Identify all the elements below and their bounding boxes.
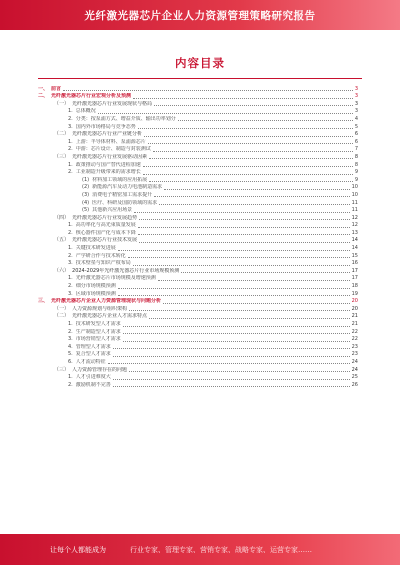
toc-dot-leader <box>113 356 350 357</box>
toc-entry-page: 18 <box>351 283 358 290</box>
toc-entry[interactable] <box>38 93 358 101</box>
toc-entry[interactable] <box>38 260 358 268</box>
toc-entry-title: 医疗、科研及国防领域的需求 <box>92 199 158 206</box>
toc-entry-title: 光纤激光器芯片行业技术发展 <box>72 237 138 244</box>
toc-entry-page: 24 <box>351 366 358 373</box>
toc-entry-number: 2. <box>68 252 73 259</box>
toc-entry-page: 17 <box>351 275 358 282</box>
toc-entry[interactable] <box>38 184 358 192</box>
toc-entry[interactable] <box>38 146 358 154</box>
toc-entry[interactable] <box>38 222 358 230</box>
toc-dot-leader <box>129 310 350 311</box>
toc-entry-page: 5 <box>354 123 358 130</box>
toc-entry[interactable] <box>38 176 358 184</box>
toc-dot-leader <box>138 128 353 129</box>
toc-dot-leader <box>123 326 350 327</box>
toc-entry-number: （一） <box>54 100 70 107</box>
toc-entry-title: 人才引进难度大 <box>75 374 111 381</box>
toc-entry[interactable] <box>38 343 358 351</box>
toc-entry[interactable] <box>38 207 358 215</box>
toc-entry-number: (4) <box>82 199 90 206</box>
toc-entry[interactable] <box>38 244 358 252</box>
toc-entry[interactable] <box>38 374 358 382</box>
toc-dot-leader <box>138 234 350 235</box>
toc-entry-page: 21 <box>351 313 358 320</box>
toc-dot-leader <box>128 257 350 258</box>
toc-dot-leader <box>123 333 350 334</box>
toc-heading: 内容目录 <box>175 56 225 70</box>
toc-entry-page: 3 <box>354 100 358 107</box>
toc-divider <box>38 78 362 79</box>
toc-entry-page: 8 <box>354 153 358 160</box>
toc-entry-number: 3. <box>68 336 73 343</box>
toc-entry-page: 16 <box>351 260 358 267</box>
toc-entry-title: 人力资源管理存在的问题 <box>72 366 128 373</box>
toc-dot-leader <box>153 151 353 152</box>
toc-dot-leader <box>118 250 350 251</box>
toc-entry-number: 3. <box>68 123 73 130</box>
toc-entry[interactable] <box>38 100 358 108</box>
toc-dot-leader <box>143 174 353 175</box>
toc-dot-leader <box>158 280 350 281</box>
toc-entry-number: （三） <box>54 366 70 373</box>
toc-entry-title: 管理型人才需求 <box>75 343 111 350</box>
toc-entry-number: (2) <box>82 184 90 191</box>
report-title: 光纤激光器芯片企业人力资源管理策略研究报告 <box>84 9 316 22</box>
toc-entry-page: 9 <box>354 169 358 176</box>
toc-entry[interactable] <box>38 131 358 139</box>
toc-entry-title: 其他新兴应用场景 <box>92 207 133 214</box>
toc-entry[interactable] <box>38 252 358 260</box>
toc-entry[interactable] <box>38 336 358 344</box>
toc-entry-number: 2. <box>68 283 73 290</box>
toc-entry-page: 10 <box>351 191 358 198</box>
toc-entry-page: 17 <box>351 267 358 274</box>
toc-entry-title: 关键技术研发进展 <box>75 245 116 252</box>
toc-entry[interactable] <box>38 169 358 177</box>
toc-entry-number: 6. <box>68 358 73 365</box>
toc-entry-title: 生产制造型人才需求 <box>75 328 121 335</box>
toc-dot-leader <box>154 105 353 106</box>
toc-dot-leader <box>159 204 350 205</box>
toc-entry-number: 2. <box>68 169 73 176</box>
toc-entry-title: 材料加工领域的应用拓展 <box>92 176 148 183</box>
toc-entry-page: 21 <box>351 321 358 327</box>
toc-entry-title: 上游：半导体材料、泵浦源芯片 <box>75 138 146 145</box>
toc-dot-leader <box>113 386 350 387</box>
toc-dot-leader <box>139 242 350 243</box>
toc-entry-number: (5) <box>82 207 90 214</box>
toc-entry-title: 技术研发型人才需求 <box>75 321 121 327</box>
toc-entry-title: 光纤激光器芯片行业发展现状与格局 <box>72 100 153 107</box>
toc-entry-title: 光纤激光器芯片行业宏观分析及预测 <box>51 93 132 100</box>
toc-entry-number: 2. <box>68 115 73 122</box>
toc-dot-leader <box>134 212 350 213</box>
toc-entry[interactable] <box>38 161 358 169</box>
toc-entry-page: 19 <box>351 290 358 297</box>
toc-entry-number: (1) <box>82 176 90 183</box>
toc-entry[interactable] <box>38 191 358 199</box>
toc-dot-leader <box>149 181 353 182</box>
toc-entry-title: 光纤激光器芯片企业人力资源管理现状与问题分析 <box>51 298 162 305</box>
toc-entry-page: 6 <box>354 138 358 145</box>
toc-entry-title: 细分市场规模预测 <box>75 283 116 290</box>
toc-entry-title: 中游：芯片设计、制造与封装测试 <box>75 146 151 153</box>
toc-entry-title: 区域市场规模预测 <box>75 290 116 297</box>
toc-entry[interactable] <box>38 320 358 328</box>
toc-entry-number: 1. <box>68 275 73 282</box>
toc-entry-number: 三、 <box>38 298 49 305</box>
toc-entry-number: 3. <box>68 290 73 297</box>
toc-dot-leader <box>113 379 350 380</box>
toc-entry-title: 光纤激光器芯片行业产业链分析 <box>72 131 143 138</box>
toc-entry-page: 12 <box>351 214 358 221</box>
toc-entry-number: 1. <box>68 222 73 229</box>
toc-entry-page: 4 <box>354 115 358 122</box>
toc-entry[interactable] <box>38 358 358 366</box>
toc-entry-page: 20 <box>351 298 358 305</box>
toc-entry-number: 2. <box>68 381 73 388</box>
toc-entry-title: 光纤激光器芯片企业人才需求特点 <box>72 313 148 320</box>
toc-dot-leader <box>149 158 353 159</box>
toc-entry-title: 新能源汽车及动力电池制造需求 <box>92 184 163 191</box>
toc-entry-title: 激励机制不完善 <box>75 381 111 388</box>
toc-dot-leader <box>143 166 353 167</box>
toc-entry-number: 3. <box>68 260 73 267</box>
toc-entry-number: 二、 <box>38 93 49 100</box>
toc-entry-title: 核心器件国产化与成本下降 <box>75 229 136 236</box>
toc-entry-page: 9 <box>354 176 358 183</box>
toc-entry-page: 24 <box>351 358 358 365</box>
toc-entry-number: （二） <box>54 131 70 138</box>
toc-entry-title: 技术壁垒与知识产权布局 <box>75 260 131 267</box>
toc-entry-title: 人力资源规划与组织架构 <box>72 305 128 312</box>
toc-dot-leader <box>118 288 350 289</box>
toc-entry[interactable] <box>38 108 358 116</box>
toc-dot-leader <box>113 348 350 349</box>
footer-slogan: 让每个人都能成为 <box>50 545 106 554</box>
toc-entry-title: 光纤激光器芯片行业发展驱动因素 <box>72 153 148 160</box>
toc-entry[interactable] <box>38 290 358 298</box>
toc-entry-title: 光纤激光器芯片行业发展趋势 <box>72 214 138 221</box>
toc-entry[interactable] <box>38 199 358 207</box>
toc-entry-number: 1. <box>68 245 73 252</box>
toc-entry-page: 8 <box>354 161 358 168</box>
toc-entry-page: 26 <box>351 381 358 388</box>
toc-entry[interactable] <box>38 123 358 131</box>
toc-entry[interactable] <box>38 381 358 389</box>
toc-entry-page: 15 <box>351 252 358 259</box>
toc-dot-leader <box>133 98 353 99</box>
toc-entry[interactable] <box>38 214 358 222</box>
toc-entry-number: （五） <box>54 237 70 244</box>
toc-dot-leader <box>178 120 353 121</box>
toc-dot-leader <box>148 143 353 144</box>
report-header-bar <box>0 0 400 30</box>
toc-entry[interactable] <box>38 153 358 161</box>
toc-entry-number: （六） <box>54 267 70 274</box>
toc-entry-title: 分类：按泵浦方式、增益介质、输出功率划分 <box>75 115 176 122</box>
toc-dot-leader <box>63 90 353 91</box>
toc-entry[interactable] <box>38 138 358 146</box>
toc-entry-title: 2024-2029年光纤激光器芯片行业市场规模预测 <box>72 267 180 274</box>
toc-entry-page: 23 <box>351 343 358 350</box>
toc-entry-title: 政策推动与国产替代进程加速 <box>75 161 141 168</box>
toc-entry-page: 3 <box>354 93 358 100</box>
toc-entry-number: 1. <box>68 321 73 327</box>
toc-entry-number: 1. <box>68 161 73 168</box>
toc-entry[interactable] <box>38 237 358 245</box>
toc-dot-leader <box>164 189 350 190</box>
toc-dot-leader <box>123 341 350 342</box>
toc-entry-number: 2. <box>68 229 73 236</box>
toc-entry-number: 1. <box>68 374 73 381</box>
toc-dot-leader <box>149 318 350 319</box>
toc-entry-title: 人才流动特征 <box>75 358 106 365</box>
toc-dot-leader <box>108 363 350 364</box>
toc-entry-number: 2. <box>68 146 73 153</box>
toc-entry[interactable] <box>38 351 358 359</box>
toc-entry-title: 市场营销型人才需求 <box>75 336 121 343</box>
toc-dot-leader <box>139 219 350 220</box>
toc-dot-leader <box>181 272 349 273</box>
table-of-contents <box>38 85 358 389</box>
toc-entry[interactable] <box>38 328 358 336</box>
toc-entry-title: 消费电子精密加工需求提升 <box>92 191 153 198</box>
toc-entry[interactable] <box>38 305 358 313</box>
toc-entry[interactable] <box>38 313 358 321</box>
toc-entry-number: 一、 <box>38 85 49 92</box>
toc-entry-title: 产学研合作与技术转化 <box>75 252 126 259</box>
toc-entry-page: 11 <box>351 199 358 206</box>
toc-entry[interactable] <box>38 85 358 93</box>
toc-entry[interactable] <box>38 229 358 237</box>
toc-entry-number: （一） <box>54 305 70 312</box>
toc-entry-page: 25 <box>351 374 358 381</box>
toc-entry[interactable] <box>38 267 358 275</box>
toc-entry-page: 14 <box>351 237 358 244</box>
footer-bar <box>0 534 400 565</box>
toc-entry-number: 1. <box>68 138 73 145</box>
toc-entry-page: 23 <box>351 351 358 358</box>
toc-dot-leader <box>163 303 350 304</box>
toc-entry-page: 3 <box>354 85 358 92</box>
toc-entry-page: 13 <box>351 229 358 236</box>
toc-entry-number: (3) <box>82 191 90 198</box>
toc-entry[interactable] <box>38 275 358 283</box>
toc-dot-leader <box>129 371 350 372</box>
toc-entry-number: （三） <box>54 153 70 160</box>
toc-entry-number: 4. <box>68 343 73 350</box>
toc-entry-page: 11 <box>351 207 358 214</box>
toc-entry[interactable] <box>38 366 358 374</box>
toc-dot-leader <box>98 113 353 114</box>
toc-entry-title: 国内外市场格局与竞争态势 <box>75 123 136 130</box>
toc-dot-leader <box>154 196 350 197</box>
toc-entry[interactable] <box>38 115 358 123</box>
toc-entry-title: 前言 <box>51 85 62 92</box>
toc-entry-number: 2. <box>68 328 73 335</box>
toc-entry-number: （二） <box>54 313 70 320</box>
toc-dot-leader <box>138 227 350 228</box>
toc-entry-number: 5. <box>68 351 73 358</box>
toc-entry-page: 20 <box>351 305 358 312</box>
toc-entry-page: 22 <box>351 328 358 335</box>
toc-entry-page: 10 <box>351 184 358 191</box>
toc-entry[interactable] <box>38 298 358 306</box>
footer-roles: 行业专家、管理专家、营销专家、战略专家、运营专家…… <box>130 545 312 554</box>
toc-entry[interactable] <box>38 282 358 290</box>
toc-entry-title: 总体概况 <box>75 108 96 115</box>
toc-entry-page: 22 <box>351 336 358 343</box>
toc-dot-leader <box>133 265 350 266</box>
toc-entry-page: 3 <box>354 108 358 115</box>
toc-dot-leader <box>144 136 353 137</box>
toc-entry-title: 高功率化与高光束质量发展 <box>75 222 136 229</box>
toc-entry-page: 6 <box>354 131 358 138</box>
toc-entry-page: 14 <box>351 245 358 252</box>
toc-dot-leader <box>118 295 350 296</box>
toc-entry-page: 7 <box>354 146 358 153</box>
toc-entry-title: 复合型人才需求 <box>75 351 111 358</box>
toc-entry-number: （四） <box>54 214 70 221</box>
toc-entry-number: 1. <box>68 108 73 115</box>
toc-entry-title: 工业制造升级带来的需求增长 <box>75 169 141 176</box>
toc-entry-page: 12 <box>351 222 358 229</box>
toc-entry-title: 光纤激光器芯片市场规模及增速预测 <box>75 275 156 282</box>
